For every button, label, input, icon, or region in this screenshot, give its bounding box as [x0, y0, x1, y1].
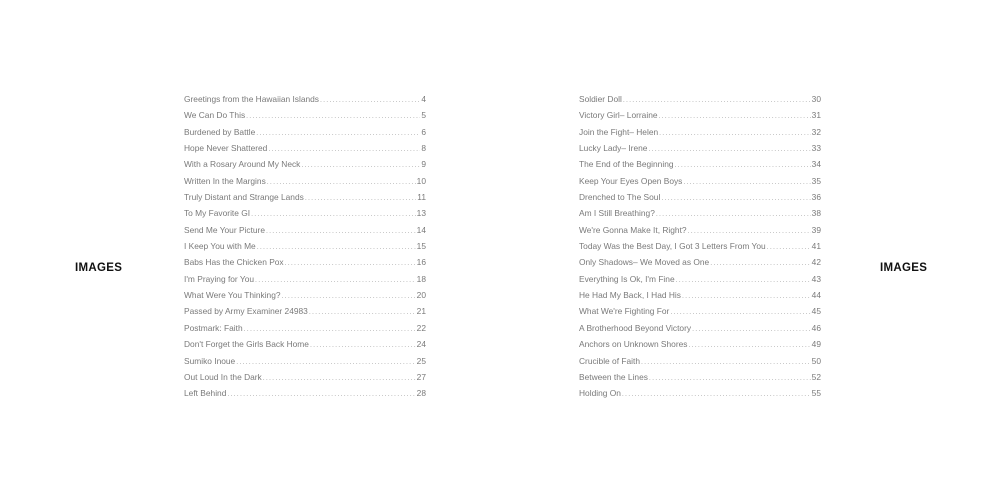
toc-entry-title: We Can Do This	[184, 110, 246, 121]
toc-entry-page-number: 50	[811, 355, 821, 366]
toc-entry[interactable]	[184, 110, 426, 126]
toc-entry-title: The End of the Beginning	[579, 159, 674, 170]
toc-entry-title: Hope Never Shattered	[184, 143, 268, 154]
toc-entry-page-number: 44	[811, 290, 821, 301]
toc-entry-title: Everything Is Ok, I'm Fine	[579, 273, 675, 284]
toc-entry[interactable]	[579, 274, 821, 290]
toc-entry-page-number: 4	[421, 94, 426, 104]
toc-entry-page-number: 5	[421, 110, 426, 121]
toc-entry[interactable]	[184, 176, 426, 192]
toc-entry-title: Holding On	[579, 388, 621, 399]
toc-entry[interactable]	[579, 388, 821, 404]
toc-entry-page-number: 38	[811, 208, 821, 219]
toc-entry-title: Victory Girl– Lorraine	[579, 110, 658, 121]
toc-entry-page-number: 43	[811, 273, 821, 284]
toc-dot-leader	[266, 228, 416, 235]
toc-entry[interactable]	[184, 290, 426, 306]
toc-dot-leader	[285, 260, 416, 267]
toc-entry-title: Only Shadows– We Moved as One	[579, 257, 710, 268]
toc-entry[interactable]	[579, 94, 821, 110]
toc-dot-leader	[692, 326, 811, 333]
toc-entry[interactable]	[184, 192, 426, 208]
toc-entry[interactable]	[184, 208, 426, 224]
toc-entry-title: Join the Fight– Helen	[579, 126, 659, 137]
toc-entry-page-number: 22	[416, 322, 426, 333]
toc-entry[interactable]	[579, 356, 821, 372]
toc-entry-title: Drenched to The Soul	[579, 192, 661, 203]
toc-entry-page-number: 27	[416, 371, 426, 382]
toc-entry[interactable]	[184, 388, 426, 404]
toc-entry-page-number: 35	[811, 175, 821, 186]
toc-dot-leader	[649, 375, 811, 382]
toc-entry-page-number: 52	[811, 371, 821, 382]
toc-entry-title: Burdened by Battle	[184, 126, 256, 137]
toc-entry-title: Out Loud In the Dark	[184, 371, 262, 382]
images-label-right: IMAGES	[880, 262, 928, 274]
toc-dot-leader	[263, 375, 416, 382]
toc-entry[interactable]	[579, 339, 821, 355]
toc-entry-title: Soldier Doll	[579, 94, 622, 104]
toc-dot-leader	[683, 179, 810, 186]
toc-entry[interactable]	[184, 274, 426, 290]
toc-entry-title: He Had My Back, I Had His	[579, 290, 681, 301]
toc-dot-leader	[257, 244, 416, 251]
toc-dot-leader	[282, 293, 416, 300]
toc-dot-leader	[710, 260, 810, 267]
toc-entry-page-number: 41	[811, 241, 821, 252]
toc-entry[interactable]	[579, 241, 821, 257]
toc-entry-title: Greetings from the Hawaiian Islands	[184, 94, 319, 104]
toc-entry-title: With a Rosary Around My Neck	[184, 159, 301, 170]
toc-entry-page-number: 28	[416, 388, 426, 399]
toc-dot-leader	[268, 146, 420, 153]
toc-entry-page-number: 11	[417, 192, 426, 203]
toc-entry[interactable]	[184, 127, 426, 143]
toc-entry[interactable]	[184, 323, 426, 339]
toc-entry-page-number: 15	[416, 241, 426, 252]
toc-entry-page-number: 16	[416, 257, 426, 268]
toc-entry-title: Sumiko Inoue	[184, 355, 236, 366]
toc-dot-leader	[675, 162, 811, 169]
toc-entry-title: Babs Has the Chicken Pox	[184, 257, 284, 268]
toc-entry-page-number: 31	[811, 110, 821, 121]
toc-entry[interactable]	[579, 372, 821, 388]
toc-entry[interactable]	[184, 372, 426, 388]
toc-entry-title: What We're Fighting For	[579, 306, 670, 317]
toc-entry-page-number: 32	[811, 126, 821, 137]
toc-dot-leader	[676, 277, 811, 284]
toc-entry[interactable]	[184, 94, 426, 110]
toc-entry-page-number: 33	[811, 143, 821, 154]
toc-entry[interactable]	[579, 192, 821, 208]
toc-dot-leader	[320, 97, 420, 104]
toc-entry-page-number: 55	[811, 388, 821, 399]
toc-entry-title: Written In the Margins	[184, 175, 266, 186]
toc-dot-leader	[267, 179, 416, 186]
toc-entry-page-number: 34	[811, 159, 821, 170]
toc-entry-page-number: 30	[811, 94, 821, 104]
toc-entry[interactable]	[184, 339, 426, 355]
toc-dot-leader	[661, 195, 810, 202]
toc-entry[interactable]	[579, 257, 821, 273]
toc-entry-title: Between the Lines	[579, 371, 648, 382]
toc-entry-title: Left Behind	[184, 388, 227, 399]
toc-entry-page-number: 25	[416, 355, 426, 366]
toc-dot-leader	[659, 130, 811, 137]
toc-entry-page-number: 49	[811, 339, 821, 350]
toc-entry-title: Today Was the Best Day, I Got 3 Letters From You	[579, 241, 766, 252]
toc-entry[interactable]	[579, 159, 821, 175]
toc-entry[interactable]	[184, 143, 426, 159]
toc-entry-page-number: 46	[811, 322, 821, 333]
toc-entry-title: I'm Praying for You	[184, 273, 255, 284]
toc-entry-page-number: 39	[811, 224, 821, 235]
toc-entry[interactable]	[579, 323, 821, 339]
toc-entry-page-number: 10	[416, 175, 426, 186]
toc-dot-leader	[227, 391, 415, 398]
toc-entry-title: Am I Still Breathing?	[579, 208, 655, 219]
toc-entry[interactable]	[184, 241, 426, 257]
toc-entry[interactable]	[579, 110, 821, 126]
toc-dot-leader	[236, 359, 415, 366]
toc-dot-leader	[767, 244, 811, 251]
toc-entry-title: Lucky Lady– Irene	[579, 143, 648, 154]
toc-dot-leader	[622, 391, 811, 398]
toc-entry-page-number: 20	[416, 290, 426, 301]
toc-entry-page-number: 42	[811, 257, 821, 268]
images-label-left: IMAGES	[75, 262, 123, 274]
toc-entry[interactable]	[579, 225, 821, 241]
toc-dot-leader	[301, 162, 420, 169]
toc-entry-title: Send Me Your Picture	[184, 224, 266, 235]
toc-dot-leader	[255, 277, 416, 284]
toc-entry[interactable]	[579, 306, 821, 322]
toc-entry[interactable]	[184, 306, 426, 322]
toc-entry-title: Anchors on Unknown Shores	[579, 339, 688, 350]
toc-entry-title: Postmark: Faith	[184, 322, 243, 333]
toc-entry-title: What Were You Thinking?	[184, 290, 281, 301]
toc-dot-leader	[246, 113, 420, 120]
toc-dot-leader	[305, 195, 416, 202]
toc-entry[interactable]	[184, 159, 426, 175]
toc-dot-leader	[659, 113, 811, 120]
toc-entry-title: Passed by Army Examiner 24983	[184, 306, 308, 317]
toc-entry-page-number: 13	[416, 208, 426, 219]
toc-entry[interactable]	[184, 257, 426, 273]
toc-entry-title: Keep Your Eyes Open Boys	[579, 175, 683, 186]
toc-column-left	[184, 94, 426, 405]
toc-dot-leader	[688, 342, 810, 349]
toc-entry-title: Truly Distant and Strange Lands	[184, 192, 304, 203]
toc-entry[interactable]	[579, 127, 821, 143]
toc-entry-title: A Brotherhood Beyond Victory	[579, 322, 692, 333]
toc-dot-leader	[310, 342, 416, 349]
toc-entry-page-number: 21	[416, 306, 426, 317]
toc-entry-page-number: 36	[811, 192, 821, 203]
toc-entry[interactable]	[579, 208, 821, 224]
toc-dot-leader	[648, 146, 810, 153]
toc-entry-page-number: 9	[421, 159, 426, 170]
toc-dot-leader	[688, 228, 811, 235]
toc-dot-leader	[244, 326, 416, 333]
toc-dot-leader	[256, 130, 420, 137]
toc-dot-leader	[670, 309, 810, 316]
toc-entry-title: Crucible of Faith	[579, 355, 640, 366]
toc-entry-page-number: 18	[416, 273, 426, 284]
toc-dot-leader	[623, 97, 811, 104]
toc-dot-leader	[309, 309, 416, 316]
toc-dot-leader	[251, 211, 416, 218]
toc-entry[interactable]	[579, 176, 821, 192]
toc-entry-page-number: 6	[421, 126, 426, 137]
toc-dot-leader	[641, 359, 811, 366]
toc-entry-title: To My Favorite GI	[184, 208, 251, 219]
toc-entry-page-number: 45	[811, 306, 821, 317]
toc-entry-title: Don't Forget the Girls Back Home	[184, 339, 309, 350]
toc-entry-title: We're Gonna Make It, Right?	[579, 224, 687, 235]
toc-entry-page-number: 14	[416, 224, 426, 235]
toc-column-right	[579, 94, 821, 405]
toc-entry[interactable]	[184, 356, 426, 372]
toc-entry-page-number: 8	[421, 143, 426, 154]
toc-entry[interactable]	[579, 290, 821, 306]
toc-dot-leader	[656, 211, 811, 218]
toc-entry-page-number: 24	[416, 339, 426, 350]
toc-entry-title: I Keep You with Me	[184, 241, 256, 252]
toc-entry[interactable]	[184, 225, 426, 241]
toc-dot-leader	[682, 293, 811, 300]
toc-entry[interactable]	[579, 143, 821, 159]
